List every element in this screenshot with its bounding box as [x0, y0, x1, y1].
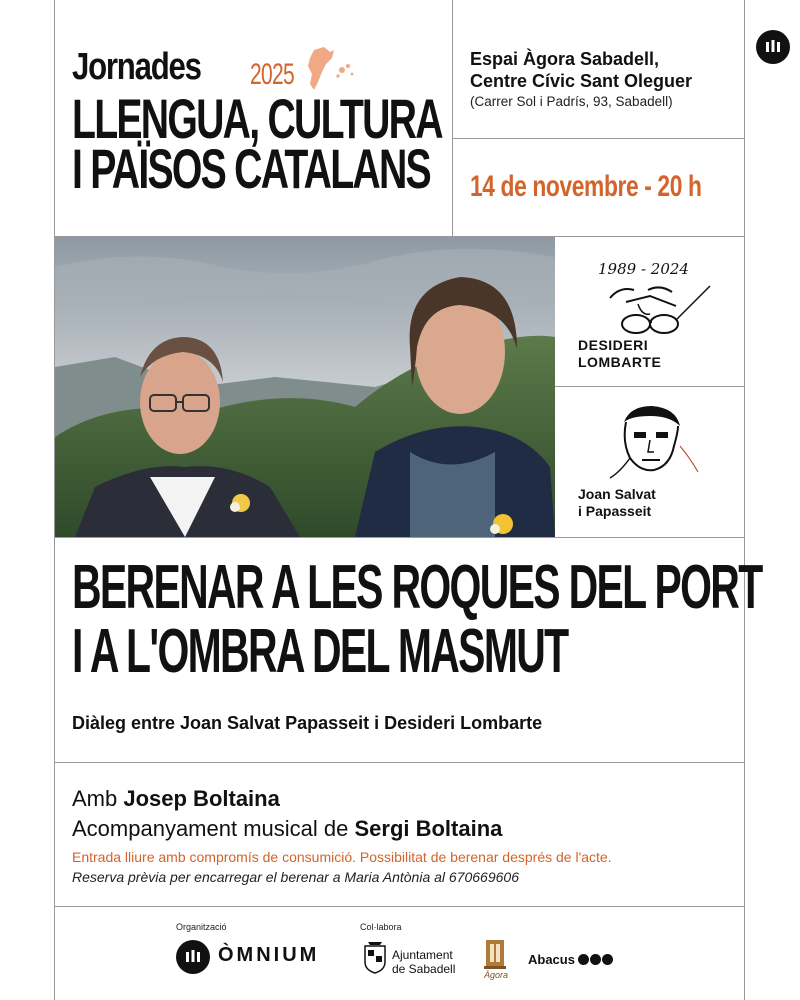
collaborates-label: Col·labora: [360, 922, 402, 932]
venue-address: (Carrer Sol i Padrís, 93, Sabadell): [470, 94, 673, 109]
title-bottom-rule: [54, 762, 744, 763]
sabadell-text: [392, 948, 455, 976]
event-title: [72, 553, 762, 686]
omnium-name: ÒMNIUM: [218, 944, 320, 966]
event-title-line-1: BERENAR A LES ROQUES DEL PORT: [72, 553, 762, 622]
salvat-label: [578, 486, 656, 520]
series-title-line-1: LLENGUA, CULTURA: [72, 87, 442, 150]
frame-right: [744, 0, 745, 1000]
note-booking: Reserva prèvia per encarregar el berenar a Maria Antònia al 670669606: [72, 869, 519, 885]
agora-text: Àgora: [484, 970, 509, 980]
header-divider-vertical: [452, 0, 453, 237]
event-title-line-2: I A L'OMBRA DEL MASMUT: [72, 617, 568, 686]
salvat-label-line-1: Joan Salvat: [578, 486, 656, 502]
event-photo: [55, 237, 555, 537]
event-date: 14 de novembre - 20 h: [470, 170, 702, 203]
sabadell-line-2: de Sabadell: [392, 962, 456, 976]
omnium-corner-logo-icon: [756, 30, 790, 64]
series-title-line-2: I PAÏSOS CATALANS: [72, 137, 430, 200]
lombarte-label: [578, 337, 661, 371]
series-name: Jornades: [72, 46, 201, 88]
credits-music-prefix: Acompanyament musical de: [72, 816, 355, 841]
venue-name-line-2: Centre Cívic Sant Oleguer: [470, 71, 693, 91]
series-year: 2025: [250, 58, 294, 91]
sabadell-line-1: Ajuntament: [392, 948, 453, 962]
sabadell-shield-icon: [362, 940, 388, 979]
omnium-logo-icon: [176, 940, 210, 974]
photo-bottom-rule: [54, 537, 744, 538]
venue-block: [470, 48, 692, 109]
credits-with-name: Josep Boltaina: [123, 786, 280, 811]
credits-music: [72, 814, 502, 844]
venue-date-divider: [452, 138, 744, 139]
credits-with-prefix: Amb: [72, 786, 124, 811]
lombarte-years: 1989 - 2024: [598, 260, 689, 278]
lombarte-label-line-2: LOMBARTE: [578, 354, 662, 370]
salvat-label-line-2: i Papasseit: [578, 503, 652, 519]
event-subtitle: Diàleg entre Joan Salvat Papasseit i Desideri Lombarte: [72, 713, 543, 733]
venue-name-line-1: Espai Àgora Sabadell,: [470, 49, 660, 69]
series-title: [72, 87, 442, 200]
abacus-dots-icon: [577, 954, 613, 965]
credits-with: [72, 784, 502, 814]
note-free-entry: Entrada lliure amb compromís de consumició. Possibilitat de berenar després de l'acte.: [72, 849, 612, 865]
abacus-logo: [528, 952, 613, 967]
footer-top-rule: [54, 906, 744, 907]
salvat-portrait-icon: [600, 402, 700, 487]
abacus-name: Abacus: [528, 952, 575, 967]
lombarte-label-line-1: DESIDERI: [578, 337, 649, 353]
credits-block: [72, 784, 502, 844]
credits-music-name: Sergi Boltaina: [354, 816, 503, 841]
side-column-rule: [555, 386, 744, 387]
organization-label: Organització: [176, 922, 227, 932]
